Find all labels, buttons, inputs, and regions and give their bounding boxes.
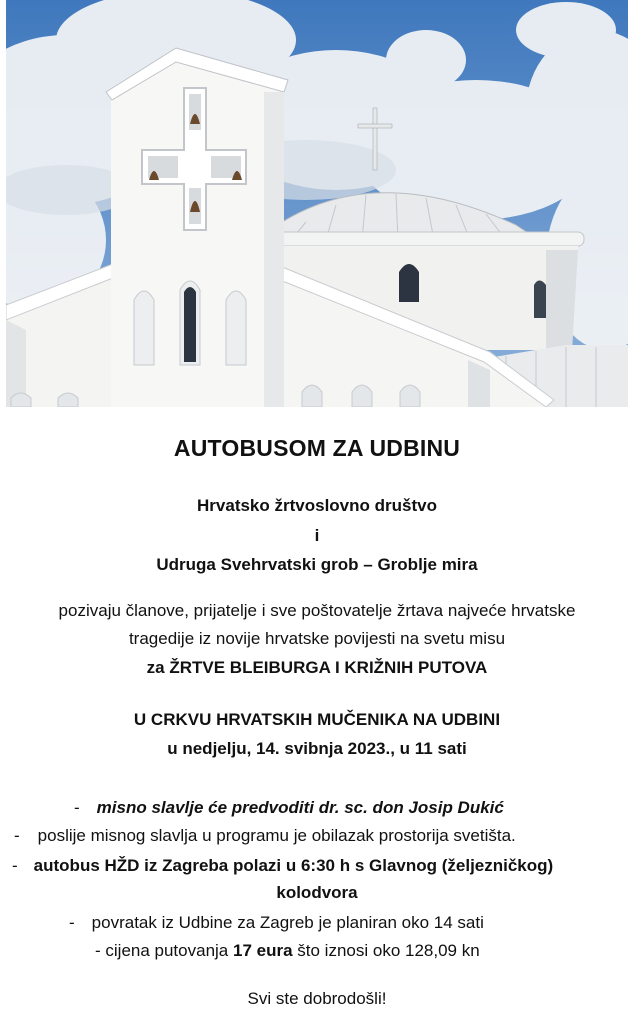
- detail-item-3: [12, 857, 553, 874]
- detail-item-1: [74, 799, 504, 816]
- location-line-2: u nedjelju, 14. svibnja 2023., u 11 sati: [167, 739, 467, 758]
- price-value: 17 eura: [233, 941, 293, 960]
- organizer-2: Udruga Svehrvatski grob – Groblje mira: [156, 555, 478, 574]
- church-photo: [6, 0, 628, 407]
- price-suffix: što iznosi oko 128,09 kn: [297, 941, 480, 960]
- invitation-line-2: tragedije iz novije hrvatske povijesti na svetu misu: [128, 629, 506, 648]
- detail-item-4-text: povratak iz Udbine za Zagreb je planiran oko 14 sati: [91, 913, 484, 932]
- price-prefix: - cijena putovanja: [95, 941, 229, 960]
- page-title: AUTOBUSOM ZA UDBINU: [173, 435, 461, 461]
- detail-item-2: [14, 827, 516, 844]
- detail-item-2-text: poslije misnog slavlja u programu je obilazak prostorija svetišta.: [37, 826, 516, 845]
- location-line-1: U CRKVU HRVATSKIH MUČENIKA NA UDBINI: [133, 710, 501, 729]
- church-illustration: [6, 0, 628, 407]
- detail-item-4: [69, 914, 484, 931]
- bullet-dash: -: [69, 913, 75, 932]
- detail-item-5: [95, 942, 480, 959]
- bullet-dash: -: [12, 856, 18, 875]
- bullet-dash: -: [14, 826, 20, 845]
- organizer-1: Hrvatsko žrtvoslovno društvo: [197, 496, 437, 515]
- invitation-line-1: pozivaju članove, prijatelje i sve poštovatelje žrtava najveće hrvatske: [58, 601, 576, 620]
- organizer-conjunction: i: [314, 526, 320, 545]
- detail-item-3-text: autobus HŽD iz Zagreba polazi u 6:30 h s Glavnog (željezničkog): [33, 856, 554, 875]
- closing-line: Svi ste dobrodošli!: [247, 989, 387, 1008]
- invitation-line-3: za ŽRTVE BLEIBURGA I KRIŽNIH PUTOVA: [146, 658, 488, 677]
- bullet-dash: -: [74, 798, 80, 817]
- detail-item-1-text: misno slavlje će predvoditi dr. sc. don Josip Dukić: [96, 798, 504, 817]
- detail-item-3-continued: kolodvora: [276, 883, 358, 902]
